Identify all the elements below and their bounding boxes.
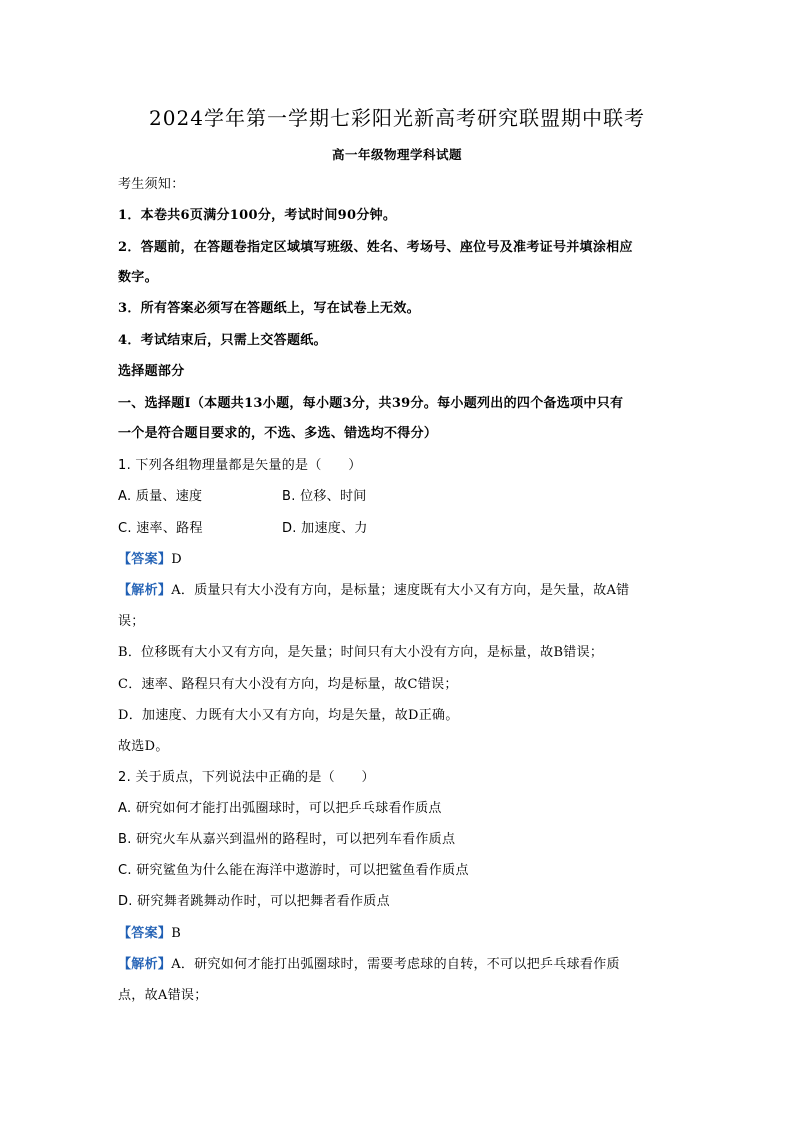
q1-answer: D <box>171 552 182 567</box>
notice-item-3: 3．所有答案必须写在答题纸上，写在试卷上无效。 <box>118 301 420 316</box>
q1-analysis-line2: 误； <box>118 614 145 629</box>
notice-item-2: 2．答题前，在答题卷指定区域填写班级、姓名、考场号、座位号及准考证号并填涂相应 <box>118 240 633 255</box>
q2-analysis-line1 <box>118 955 620 975</box>
section-label: 选择题部分 <box>118 364 185 379</box>
q2-answer: B <box>171 926 182 941</box>
q2-stem: 2. 关于质点，下列说法中正确的是（ ） <box>118 770 375 785</box>
notice-heading: 考生须知： <box>118 177 185 192</box>
q2-option-b: B. 研究火车从嘉兴到温州的路程时，可以把列车看作质点 <box>118 832 456 847</box>
notice-item-1: 1．本卷共6页满分100分，考试时间90分钟。 <box>118 208 397 223</box>
q2-answer-line <box>118 924 181 944</box>
q2-analysis-tag: 【解析】 <box>118 957 172 972</box>
notice-item-4: 4．考试结束后，只需上交答题纸。 <box>118 333 327 348</box>
q1-option-b: B. 位移、时间 <box>282 489 367 504</box>
q1-analysis-text-1: A．质量只有大小没有方向，是标量；速度既有大小又有方向，是矢量，故A错 <box>171 583 630 598</box>
q2-analysis-text-1: A．研究如何才能打出弧圈球时，需要考虑球的自转，不可以把乒乓球看作质 <box>171 957 620 972</box>
q2-option-c: C. 研究鲨鱼为什么能在海洋中遨游时，可以把鲨鱼看作质点 <box>118 863 469 878</box>
q1-analysis-line4: C．速率、路程只有大小没有方向，均是标量，故C错误； <box>118 677 458 692</box>
q2-option-d: D. 研究舞者跳舞动作时，可以把舞者看作质点 <box>118 894 390 909</box>
part1-instructions-line2: 一个是符合题目要求的，不选、多选、错选均不得分） <box>118 426 438 441</box>
q2-option-a: A. 研究如何才能打出弧圈球时，可以把乒乓球看作质点 <box>118 801 442 816</box>
notice-item-2-cont: 数字。 <box>118 270 158 285</box>
q1-conclusion: 故选D。 <box>118 739 169 754</box>
q1-analysis-line5: D．加速度、力既有大小又有方向，均是矢量，故D正确。 <box>118 708 459 723</box>
q1-option-a: A. 质量、速度 <box>118 489 203 504</box>
part1-instructions-line1: 一、选择题Ⅰ（本题共13小题，每小题3分，共39分。每小题列出的四个备选项中只有 <box>118 396 624 411</box>
q1-answer-line <box>118 550 182 570</box>
q1-option-d: D. 加速度、力 <box>282 521 368 536</box>
q1-stem: 1. 下列各组物理量都是矢量的是（ ） <box>118 458 362 473</box>
q1-option-c: C. 速率、路程 <box>118 521 203 536</box>
q1-analysis-tag: 【解析】 <box>118 583 172 598</box>
q1-analysis-line1 <box>118 581 629 601</box>
q1-answer-tag: 【答案】 <box>118 552 172 567</box>
page-title: 2024学年第一学期七彩阳光新高考研究联盟期中联考 <box>149 106 645 130</box>
page-subtitle: 高一年级物理学科试题 <box>331 147 462 162</box>
q2-answer-tag: 【答案】 <box>118 926 172 941</box>
q1-analysis-line3: B．位移既有大小又有方向，是矢量；时间只有大小没有方向，是标量，故B错误； <box>118 645 604 660</box>
q2-analysis-line2: 点，故A错误； <box>118 988 208 1003</box>
